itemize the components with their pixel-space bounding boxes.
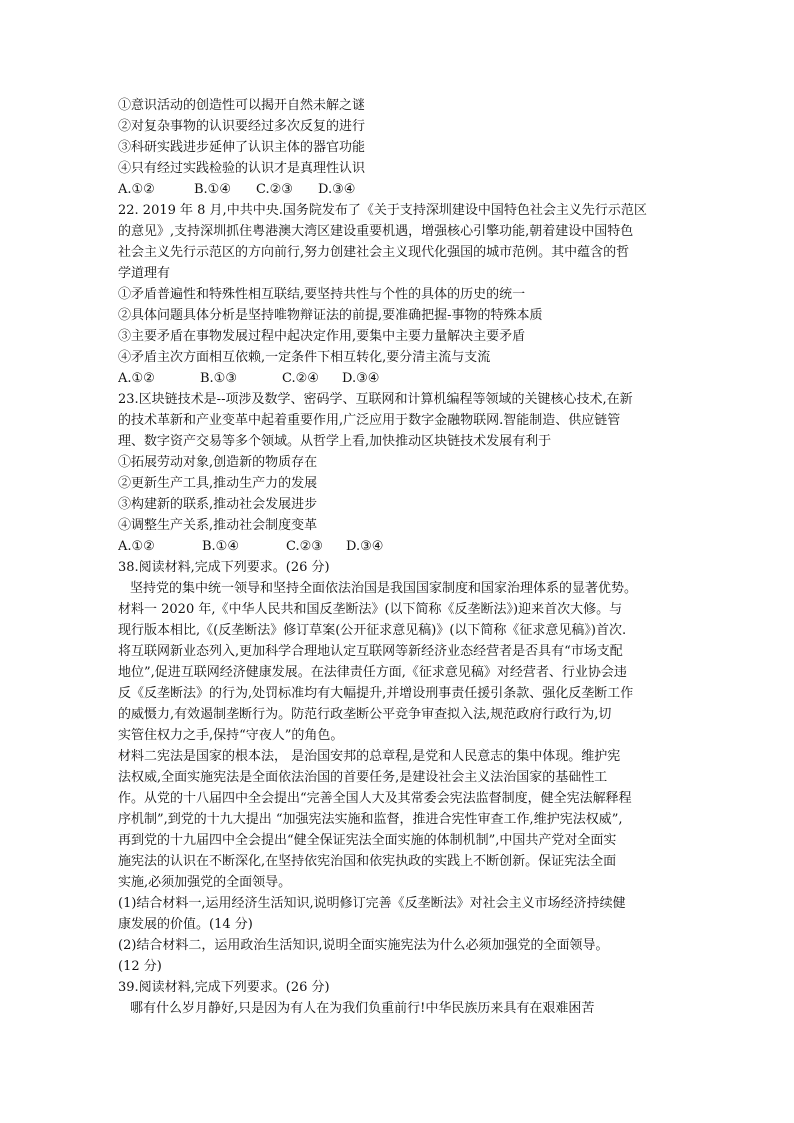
q38-requirement-2-line-1: (2)结合材料二，运用政治生活知识,说明全面实施宪法为什么必须加强党的全面领导。: [118, 938, 609, 953]
page-content: [118, 95, 678, 1019]
q38-material2-line-4: 序机制”,到党的十九大提出 “加强宪法实施和监督，推进合宪性审查工作,维护宪法权威”,: [118, 812, 623, 827]
q38-requirement-2-line-2: (12 分): [118, 959, 162, 974]
q21-answer-choices: [118, 179, 678, 200]
q39-intro: 哪有什么岁月静好,只是因为有人在为我们负重前行!中华民族历来具有在艰难困苦: [130, 1001, 595, 1016]
q22-choice-b: B.①③: [200, 371, 237, 386]
q38-requirement-1-line-2: 康发展的价值。(14 分): [118, 917, 253, 932]
q38-material2-line-2: 法权威,全面实施宪法是全面依法治国的首要任务,是建设社会主义法治国家的基础性工: [118, 770, 608, 785]
q23-option-2: ②更新生产工具,推动生产力的发展: [118, 476, 318, 491]
q22-stem-line-2: 的意见》,支持深圳抓住粤港澳大湾区建设重要机遇，增强核心引擎功能,朝着建设中国特色: [118, 224, 634, 239]
q38-material2-line-1: 材料二宪法是国家的根本法， 是治国安邦的总章程,是党和人民意志的集中体现。维护宪: [118, 749, 621, 764]
q21-choice-d: D.③④: [318, 182, 356, 197]
q23-choice-c: C.②③: [286, 539, 323, 554]
q22-stem-line-4: 学道理有: [118, 266, 171, 281]
q22-option-3: ③主要矛盾在事物发展过程中起决定作用,要集中主要力量解决主要矛盾: [118, 329, 526, 344]
q38-material1-line-5: 反《反垄断法》的行为,处罚标准均有大幅提升,并增设刑事责任援引条款、强化反垄断工作: [118, 686, 634, 701]
q38-material2-line-6: 施宪法的认识在不断深化,在坚持依宪治国和依宪执政的实践上不断创新。保证宪法全面: [118, 854, 617, 869]
q21-choice-b: B.①④: [194, 182, 231, 197]
q38-material1-line-1: 材料一 2020 年,《中华人民共和国反垄断法》(以下简称《反垄断法》)迎来首次大修。与: [118, 602, 623, 617]
q38-material1-line-3: 将互联网新业态列入,更加科学合理地认定互联网等新经济业态经营者是否具有“市场支配: [118, 644, 623, 659]
q38-requirement-1-line-1: (1)结合材料一,运用经济生活知识,说明修订完善《反垄断法》对社会主义市场经济持续健: [118, 896, 626, 911]
q23-choice-a: A.①②: [118, 539, 155, 554]
q23-answer-choices: [118, 536, 678, 557]
q23-option-4: ④调整生产关系,推动社会制度变革: [118, 518, 318, 533]
q21-option-3: ③科研实践进步延伸了认识主体的器官功能: [118, 140, 366, 155]
q39-title: 39.阅读材料,完成下列要求。(26 分): [118, 980, 330, 995]
q22-stem-line-3: 社会主义先行示范区的方向前行,努力创建社会主义现代化强国的城市范例。其中蕴含的哲: [118, 245, 630, 260]
q23-option-3: ③构建新的联系,推动社会发展进步: [118, 497, 318, 512]
q22-answer-choices: [118, 368, 678, 389]
q23-choice-d: D.③④: [346, 539, 384, 554]
q22-option-1: ①矛盾普遍性和特殊性相互联结,要坚持共性与个性的具体的历史的统一: [118, 287, 526, 302]
q21-option-1: ①意识活动的创造性可以揭开自然未解之谜: [118, 98, 366, 113]
q38-material1-line-6: 的威慑力,有效遏制垄断行为。防范行政垄断公平竞争审查拟入法,规范政府行政行为,切: [118, 707, 612, 722]
q38-material2-line-5: 再到党的十九届四中全会提出“健全保证宪法全面实施的体制机制”,中国共产党对全面实: [118, 833, 617, 848]
q22-option-2: ②具体问题具体分析是坚持唯物辩证法的前提,要准确把握-事物的特殊本质: [118, 308, 543, 323]
q38-material1-line-7: 实管住权力之手,保持“守夜人”的角色。: [118, 728, 344, 743]
q38-material2-line-7: 实施,必须加强党的全面领导。: [118, 875, 292, 890]
q21-choice-a: A.①②: [118, 182, 155, 197]
q21-choice-c: C.②③: [256, 182, 293, 197]
q23-stem-line-2: 的技术革新和产业变革中起着重要作用,广泛应用于数字金融物联网.智能制造、供应链管: [118, 413, 621, 428]
q23-stem-line-3: 理、数字资产交易等多个领域。从哲学上看,加快推动区块链技术发展有利于: [118, 434, 552, 449]
q38-intro: 坚持党的集中统一领导和坚持全面依法治国是我国国家制度和国家治理体系的显著优势。: [130, 581, 638, 596]
q22-choice-c: C.②④: [282, 371, 319, 386]
q38-title: 38.阅读材料,完成下列要求。(26 分): [118, 560, 330, 575]
q23-option-1: ①拓展劳动对象,创造新的物质存在: [118, 455, 318, 470]
q38-material2-line-3: 作。从党的十八届四中全会提出“完善全国人大及其常委会宪法监督制度，健全宪法解释程: [118, 791, 632, 806]
q22-stem-line-1: 22. 2019 年 8 月,中共中央.国务院发布了《关于支持深圳建设中国特色社会主义先行示范区: [118, 203, 647, 218]
q23-choice-b: B.①④: [202, 539, 239, 554]
q22-choice-d: D.③④: [342, 371, 380, 386]
q22-choice-a: A.①②: [118, 371, 155, 386]
q21-option-4: ④只有经过实践检验的认识才是真理性认识: [118, 161, 366, 176]
q38-material1-line-2: 现行版本相比,《(反垄断法》修订草案(公开征求意见稿)》(以下简称《征求意见稿》)首次.: [118, 623, 627, 638]
q21-option-2: ②对复杂事物的认识要经过多次反复的进行: [118, 119, 366, 134]
q22-option-4: ④矛盾主次方面相互依赖,一定条件下相互转化,要分清主流与支流: [118, 350, 491, 365]
q23-stem-line-1: 23.区块链技术是--项涉及数学、密码学、互联网和计算机编程等领域的关键核心技术,在新: [118, 392, 633, 407]
q38-material1-line-4: 地位”,促进互联网经济健康发展。在法律责任方面,《征求意见稿》对经营者、行业协会违: [118, 665, 627, 680]
